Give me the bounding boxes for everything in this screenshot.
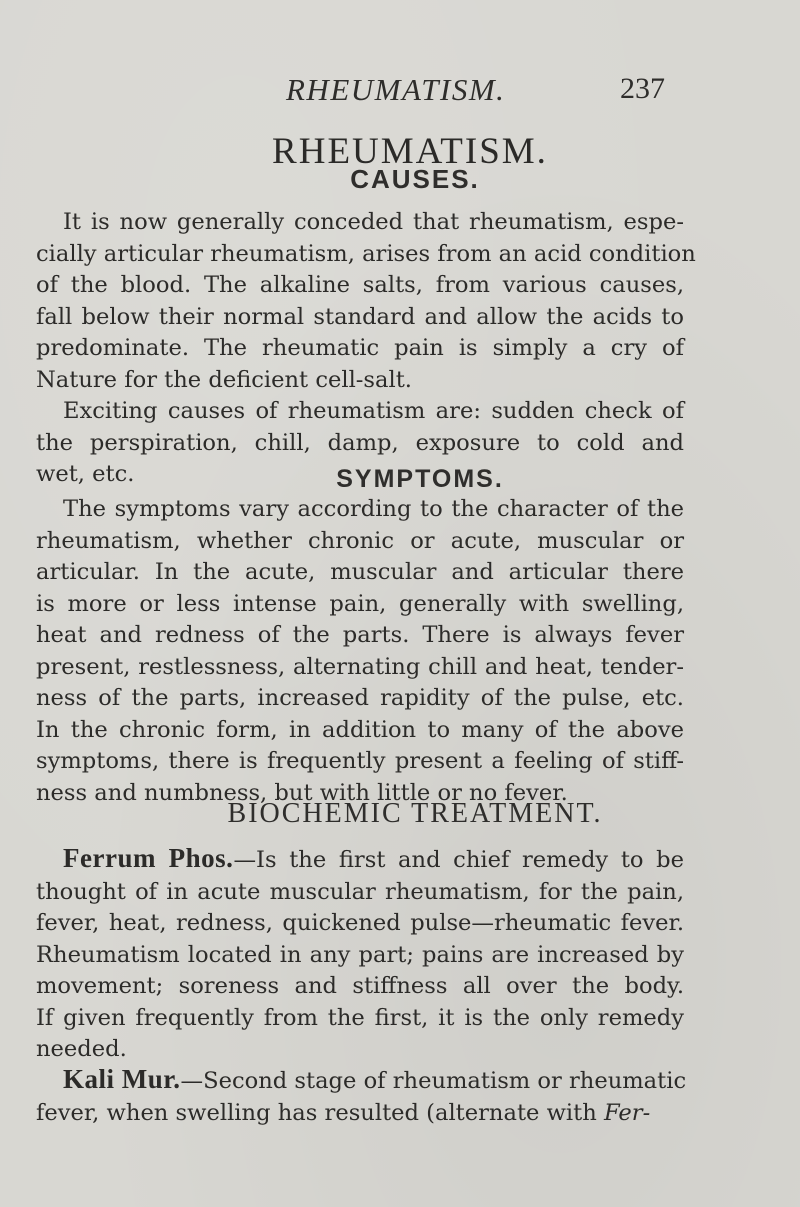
remedy-name: Ferrum Phos. xyxy=(63,843,234,873)
text-run: —Is the first and chief remedy to be xyxy=(233,847,684,873)
text-line: Rheumatism located in any part; pains are increased by xyxy=(36,941,684,968)
heading-symptoms: SYMPTOMS. xyxy=(336,465,504,493)
text-line xyxy=(36,1064,687,1098)
page-number: 237 xyxy=(620,72,665,105)
text-line: In the chronic form, in addition to many of the above xyxy=(36,716,684,743)
text-line: ness of the parts, increased rapidity of the pulse, etc. xyxy=(36,685,684,711)
heading-causes: CAUSES. xyxy=(350,164,480,194)
text-line: of the blood. The alkaline salts, from various causes, xyxy=(36,272,684,298)
text-line: If given frequently from the first, it is the only remedy xyxy=(36,1004,684,1031)
heading-biochemic-treatment: BIOCHEMIC TREATMENT. xyxy=(227,798,603,829)
text-line: fall below their normal standard and allow the acids to xyxy=(36,303,684,330)
text-line: symptoms, there is frequently present a feeling of stiff- xyxy=(36,748,684,774)
text-line xyxy=(36,1098,684,1130)
text-line: ness and numbness, but with little or no fever. xyxy=(36,779,568,806)
causes-paragraph-1 xyxy=(36,207,696,396)
running-head-title: RHEUMATISM. xyxy=(286,72,506,107)
text-line: fever, heat, redness, quickened pulse—rheumatic fever. xyxy=(36,910,684,936)
text-line: movement; soreness and stiffness all over the body. xyxy=(36,973,684,999)
text-line: present, restlessness, alternating chill and heat, tender- xyxy=(36,653,684,680)
text-line: heat and redness of the parts. There is always fever xyxy=(36,622,684,648)
text-line: articular. In the acute, muscular and articular there xyxy=(36,559,684,585)
text-line: Exciting causes of rheumatism are: sudden check of xyxy=(63,398,684,424)
text-line: rheumatism, whether chronic or acute, muscular or xyxy=(36,527,684,554)
symptoms-paragraph xyxy=(36,494,684,809)
text-line: the perspiration, chill, damp, exposure to cold and xyxy=(36,429,684,456)
text-line: predominate. The rheumatic pain is simply a cry of xyxy=(36,335,684,361)
text-line: thought of in acute muscular rheumatism, for the pain, xyxy=(36,878,684,905)
text-line: The symptoms vary according to the character of the xyxy=(63,496,684,522)
text-line: cially articular rheumatism, arises from an acid condition xyxy=(36,240,696,267)
text-run-italic: Fer- xyxy=(603,1099,651,1126)
text-line: wet, etc. xyxy=(36,461,135,487)
remedy-name: Kali Mur. xyxy=(63,1064,181,1094)
text-line xyxy=(36,843,684,877)
chapter-title: RHEUMATISM. xyxy=(272,131,548,172)
text-line: It is now generally conceded that rheumatism, espe- xyxy=(63,209,684,235)
text-run: —Second stage of rheumatism or rheumatic xyxy=(180,1068,687,1094)
text-run: fever, when swelling has resulted (alternate with xyxy=(36,1099,604,1126)
text-line: needed. xyxy=(36,1036,127,1062)
text-line: is more or less intense pain, generally with swelling, xyxy=(36,590,684,617)
kali-paragraph xyxy=(36,1064,687,1129)
ferrum-paragraph xyxy=(36,843,684,1066)
text-line: Nature for the deficient cell-salt. xyxy=(36,366,412,393)
